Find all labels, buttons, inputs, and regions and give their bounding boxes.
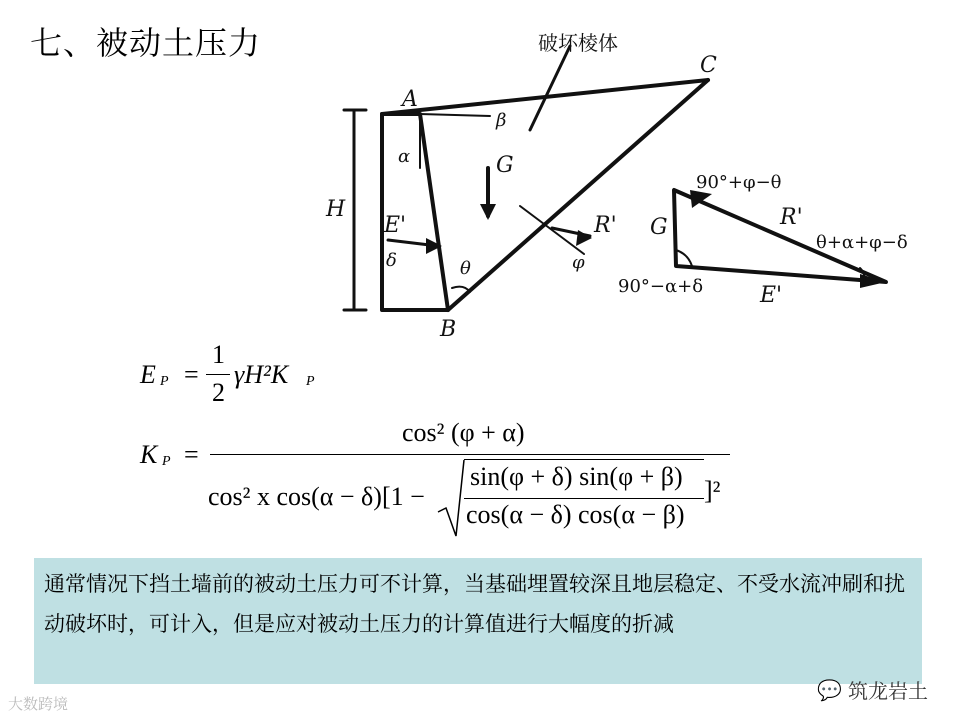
passive-pressure-diagram xyxy=(320,18,960,358)
formula-ep: E P = 1 2 γH²K P xyxy=(140,340,315,407)
point-c-label: C xyxy=(700,53,717,78)
watermark: 大数跨境 xyxy=(8,695,69,713)
angle-left-label: 90°−α+δ xyxy=(618,276,704,297)
alpha-label: α xyxy=(398,146,411,167)
earth-pressure-label: E' xyxy=(384,213,407,238)
wechat-badge: 💬 筑龙岩土 xyxy=(817,677,928,703)
theta-label: θ xyxy=(460,258,471,279)
formula-kp: K P = cos² (φ + α) cos² x cos(α − δ)[1 − sin(φ + δ) sin(φ + β) cos(α − δ) cos(α − β) ]² xyxy=(140,418,740,538)
angle-right-label: θ+α+φ−δ xyxy=(816,232,908,253)
wechat-icon: 💬 xyxy=(817,677,842,702)
phi-label: φ xyxy=(572,252,585,273)
beta-label: β xyxy=(496,110,507,131)
reaction-label: R' xyxy=(594,213,617,238)
triangle-r-label: R' xyxy=(780,205,803,230)
wedge-label: 破坏棱体 xyxy=(538,31,618,55)
height-label: H xyxy=(326,197,346,222)
delta-label: δ xyxy=(386,250,397,271)
note-box: 通常情况下挡土墙前的被动土压力可不计算，当基础埋置较深且地层稳定、不受水流冲刷和扰动破坏时，可计入，但是应对被动土压力的计算值进行大幅度的折减 xyxy=(34,558,922,684)
triangle-g-label: G xyxy=(650,215,668,240)
point-a-label: A xyxy=(402,87,418,112)
point-b-label: B xyxy=(440,317,457,342)
triangle-e-label: E' xyxy=(760,283,783,308)
angle-top-label: 90°+φ−θ xyxy=(696,172,782,193)
page-title: 七、被动土压力 xyxy=(30,24,262,62)
weight-label: G xyxy=(496,153,514,178)
